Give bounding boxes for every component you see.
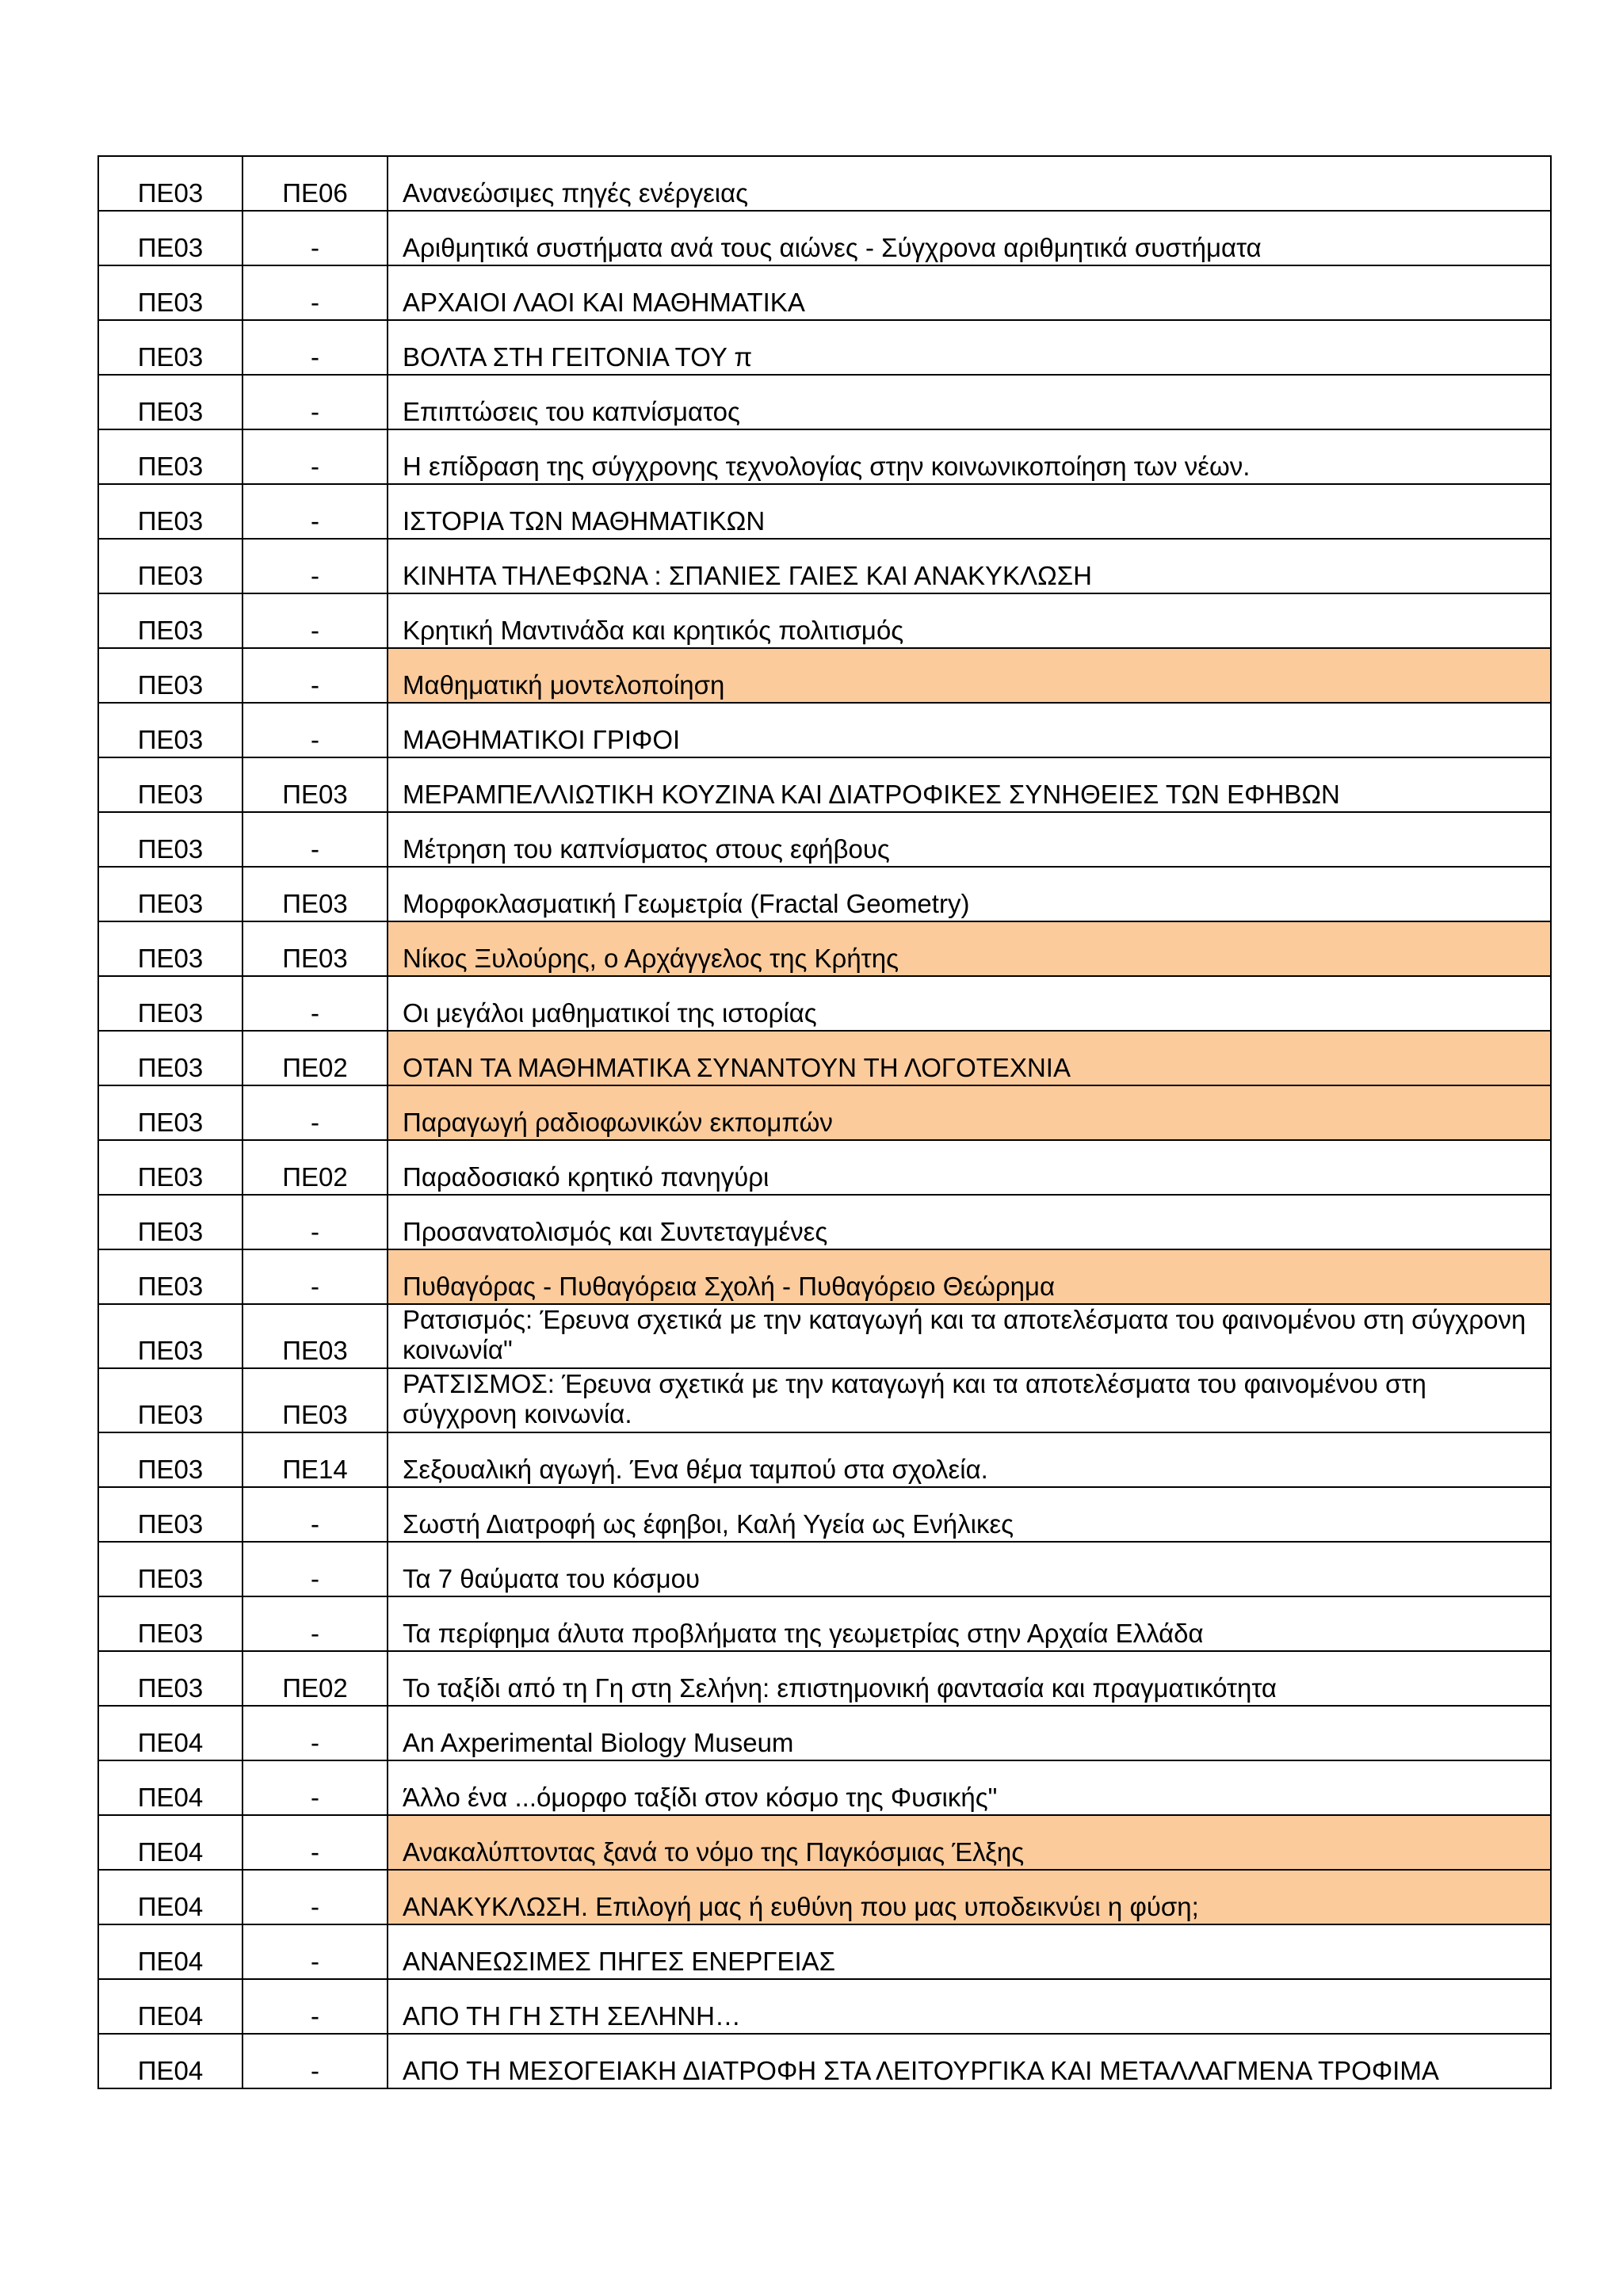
project-title-cell: Παραγωγή ραδιοφωνικών εκπομπών <box>388 1085 1551 1140</box>
subject-code-cell: ΠΕ03 <box>98 1432 242 1487</box>
table-row <box>98 320 1551 375</box>
table-row <box>98 1304 1551 1368</box>
secondary-code-cell: - <box>242 265 388 320</box>
subject-code-cell: ΠΕ03 <box>98 211 242 265</box>
subject-code-cell: ΠΕ03 <box>98 1368 242 1432</box>
secondary-code-cell: ΠΕ03 <box>242 1304 388 1368</box>
secondary-code-cell: - <box>242 812 388 867</box>
project-title-cell: Κρητική Μαντινάδα και κρητικός πολιτισμός <box>388 593 1551 648</box>
secondary-code-cell: - <box>242 1542 388 1596</box>
table-row <box>98 1760 1551 1815</box>
secondary-code-cell: - <box>242 484 388 539</box>
secondary-code-cell: - <box>242 703 388 757</box>
secondary-code-cell: - <box>242 593 388 648</box>
table-row <box>98 539 1551 593</box>
secondary-code-cell: - <box>242 1815 388 1870</box>
subject-code-cell: ΠΕ03 <box>98 1596 242 1651</box>
subject-code-cell: ΠΕ03 <box>98 1140 242 1195</box>
secondary-code-cell: - <box>242 1487 388 1542</box>
subject-code-cell: ΠΕ03 <box>98 1195 242 1249</box>
table-row <box>98 211 1551 265</box>
project-title-cell: ΚΙΝΗΤΑ ΤΗΛΕΦΩΝΑ : ΣΠΑΝΙΕΣ ΓΑΙΕΣ ΚΑΙ ΑΝΑΚΥΚΛΩΣΗ <box>388 539 1551 593</box>
table-row <box>98 1706 1551 1760</box>
project-title-cell: Μαθηματική μοντελοποίηση <box>388 648 1551 703</box>
table-row <box>98 1085 1551 1140</box>
project-title-cell: ΑΠΟ ΤΗ ΜΕΣΟΓΕΙΑΚΗ ΔΙΑΤΡΟΦΗ ΣΤΑ ΛΕΙΤΟΥΡΓΙΚΑ ΚΑΙ ΜΕΤΑΛΛΑΓΜΕΝΑ ΤΡΟΦΙΜΑ <box>388 2034 1551 2088</box>
project-title-cell: Προσανατολισμός και Συντεταγμένες <box>388 1195 1551 1249</box>
table-row <box>98 1432 1551 1487</box>
table-row <box>98 1487 1551 1542</box>
table-row <box>98 484 1551 539</box>
table-row <box>98 156 1551 211</box>
secondary-code-cell: - <box>242 1870 388 1924</box>
secondary-code-cell: - <box>242 1195 388 1249</box>
subject-code-cell: ΠΕ04 <box>98 1760 242 1815</box>
subject-code-cell: ΠΕ04 <box>98 1815 242 1870</box>
subject-code-cell: ΠΕ03 <box>98 1249 242 1304</box>
table-row <box>98 265 1551 320</box>
table-row <box>98 375 1551 429</box>
table-row <box>98 2034 1551 2088</box>
project-title-cell: Άλλο ένα ...όμορφο ταξίδι στον κόσμο της Φυσικής" <box>388 1760 1551 1815</box>
secondary-code-cell: - <box>242 1760 388 1815</box>
project-title-cell: Τα περίφημα άλυτα προβλήματα της γεωμετρίας στην Αρχαία Ελλάδα <box>388 1596 1551 1651</box>
table-row <box>98 1368 1551 1432</box>
project-title-cell: Ανακαλύπτοντας ξανά το νόμο της Παγκόσμιας Έλξης <box>388 1815 1551 1870</box>
secondary-code-cell: - <box>242 976 388 1031</box>
table-row <box>98 1031 1551 1085</box>
project-title-cell: ΙΣΤΟΡΙΑ ΤΩΝ ΜΑΘΗΜΑΤΙΚΩΝ <box>388 484 1551 539</box>
project-title-cell: ΑΡΧΑΙΟΙ ΛΑΟΙ ΚΑΙ ΜΑΘΗΜΑΤΙΚΑ <box>388 265 1551 320</box>
project-title-cell: ΡΑΤΣΙΣΜΟΣ: Έρευνα σχετικά με την καταγωγή και τα αποτελέσματα του φαινομένου στη σύγχρονη κοινωνία. <box>388 1368 1551 1432</box>
project-title-cell: ΑΝΑΚΥΚΛΩΣΗ. Επιλογή μας ή ευθύνη που μας υποδεικνύει η φύση; <box>388 1870 1551 1924</box>
secondary-code-cell: - <box>242 211 388 265</box>
project-title-cell: ΜΑΘΗΜΑΤΙΚΟΙ ΓΡΙΦΟΙ <box>388 703 1551 757</box>
secondary-code-cell: ΠΕ03 <box>242 921 388 976</box>
table-row <box>98 867 1551 921</box>
projects-table-body <box>98 156 1551 2088</box>
subject-code-cell: ΠΕ04 <box>98 2034 242 2088</box>
table-row <box>98 1249 1551 1304</box>
secondary-code-cell: ΠΕ02 <box>242 1651 388 1706</box>
subject-code-cell: ΠΕ04 <box>98 1870 242 1924</box>
project-title-cell: Ανανεώσιμες πηγές ενέργειας <box>388 156 1551 211</box>
subject-code-cell: ΠΕ03 <box>98 156 242 211</box>
secondary-code-cell: ΠΕ14 <box>242 1432 388 1487</box>
subject-code-cell: ΠΕ04 <box>98 1979 242 2034</box>
secondary-code-cell: - <box>242 2034 388 2088</box>
subject-code-cell: ΠΕ03 <box>98 1487 242 1542</box>
project-title-cell: Σωστή Διατροφή ως έφηβοι, Καλή Υγεία ως Ενήλικες <box>388 1487 1551 1542</box>
table-row <box>98 812 1551 867</box>
table-row <box>98 1140 1551 1195</box>
project-title-cell: Μέτρηση του καπνίσματος στους εφήβους <box>388 812 1551 867</box>
project-title-cell: ΜΕΡΑΜΠΕΛΛΙΩΤΙΚΗ ΚΟΥΖΙΝΑ ΚΑΙ ΔΙΑΤΡΟΦΙΚΕΣ ΣΥΝΗΘΕΙΕΣ ΤΩΝ ΕΦΗΒΩΝ <box>388 757 1551 812</box>
subject-code-cell: ΠΕ04 <box>98 1924 242 1979</box>
subject-code-cell: ΠΕ03 <box>98 703 242 757</box>
secondary-code-cell: ΠΕ02 <box>242 1031 388 1085</box>
subject-code-cell: ΠΕ03 <box>98 539 242 593</box>
secondary-code-cell: - <box>242 320 388 375</box>
subject-code-cell: ΠΕ03 <box>98 757 242 812</box>
subject-code-cell: ΠΕ03 <box>98 1085 242 1140</box>
subject-code-cell: ΠΕ03 <box>98 648 242 703</box>
project-title-cell: Ρατσισμός: Έρευνα σχετικά με την καταγωγή και τα αποτελέσματα του φαινομένου στη σύγχρονη κοινωνία" <box>388 1304 1551 1368</box>
secondary-code-cell: - <box>242 1249 388 1304</box>
project-title-cell: ΒΟΛΤΑ ΣΤΗ ΓΕΙΤΟΝΙΑ ΤΟΥ π <box>388 320 1551 375</box>
secondary-code-cell: - <box>242 1596 388 1651</box>
table-row <box>98 1651 1551 1706</box>
subject-code-cell: ΠΕ03 <box>98 976 242 1031</box>
secondary-code-cell: - <box>242 375 388 429</box>
subject-code-cell: ΠΕ03 <box>98 484 242 539</box>
subject-code-cell: ΠΕ03 <box>98 1031 242 1085</box>
secondary-code-cell: - <box>242 1924 388 1979</box>
table-row <box>98 1596 1551 1651</box>
project-title-cell: Τα 7 θαύματα του κόσμου <box>388 1542 1551 1596</box>
subject-code-cell: ΠΕ03 <box>98 429 242 484</box>
table-row <box>98 976 1551 1031</box>
project-title-cell: Αριθμητικά συστήματα ανά τους αιώνες - Σύγχρονα αριθμητικά συστήματα <box>388 211 1551 265</box>
project-title-cell: An Axperimental Biology Museum <box>388 1706 1551 1760</box>
project-title-cell: Νίκος Ξυλούρης, ο Αρχάγγελος της Κρήτης <box>388 921 1551 976</box>
secondary-code-cell: - <box>242 539 388 593</box>
table-row <box>98 921 1551 976</box>
table-row <box>98 1542 1551 1596</box>
table-row <box>98 1979 1551 2034</box>
table-row <box>98 757 1551 812</box>
secondary-code-cell: ΠΕ03 <box>242 867 388 921</box>
projects-table <box>97 155 1552 2089</box>
table-row <box>98 1815 1551 1870</box>
subject-code-cell: ΠΕ03 <box>98 375 242 429</box>
project-title-cell: Επιπτώσεις του καπνίσματος <box>388 375 1551 429</box>
project-title-cell: Το ταξίδι από τη Γη στη Σελήνη: επιστημονική φαντασία και πραγματικότητα <box>388 1651 1551 1706</box>
subject-code-cell: ΠΕ03 <box>98 867 242 921</box>
project-title-cell: ΑΝΑΝΕΩΣΙΜΕΣ ΠΗΓΕΣ ΕΝΕΡΓΕΙΑΣ <box>388 1924 1551 1979</box>
project-title-cell: ΑΠΟ ΤΗ ΓΗ ΣΤΗ ΣΕΛΗΝΗ… <box>388 1979 1551 2034</box>
secondary-code-cell: - <box>242 429 388 484</box>
project-title-cell: Παραδοσιακό κρητικό πανηγύρι <box>388 1140 1551 1195</box>
table-row <box>98 593 1551 648</box>
secondary-code-cell: - <box>242 1085 388 1140</box>
secondary-code-cell: - <box>242 1706 388 1760</box>
secondary-code-cell: ΠΕ02 <box>242 1140 388 1195</box>
project-title-cell: ΟΤΑΝ ΤΑ ΜΑΘΗΜΑΤΙΚΑ ΣΥΝΑΝΤΟΥΝ ΤΗ ΛΟΓΟΤΕΧΝΙΑ <box>388 1031 1551 1085</box>
project-title-cell: Σεξουαλική αγωγή. Ένα θέμα ταμπού στα σχολεία. <box>388 1432 1551 1487</box>
subject-code-cell: ΠΕ04 <box>98 1706 242 1760</box>
table-row <box>98 648 1551 703</box>
secondary-code-cell: ΠΕ03 <box>242 757 388 812</box>
table-row <box>98 429 1551 484</box>
project-title-cell: Μορφοκλασματική Γεωμετρία (Fractal Geometry) <box>388 867 1551 921</box>
project-title-cell: Πυθαγόρας - Πυθαγόρεια Σχολή - Πυθαγόρειο Θεώρημα <box>388 1249 1551 1304</box>
table-row <box>98 1924 1551 1979</box>
subject-code-cell: ΠΕ03 <box>98 593 242 648</box>
subject-code-cell: ΠΕ03 <box>98 921 242 976</box>
secondary-code-cell: - <box>242 648 388 703</box>
table-row <box>98 1195 1551 1249</box>
secondary-code-cell: - <box>242 1979 388 2034</box>
project-title-cell: Η επίδραση της σύγχρονης τεχνολογίας στην κοινωνικοποίηση των νέων. <box>388 429 1551 484</box>
table-row <box>98 703 1551 757</box>
secondary-code-cell: ΠΕ06 <box>242 156 388 211</box>
subject-code-cell: ΠΕ03 <box>98 265 242 320</box>
subject-code-cell: ΠΕ03 <box>98 1542 242 1596</box>
subject-code-cell: ΠΕ03 <box>98 1651 242 1706</box>
subject-code-cell: ΠΕ03 <box>98 1304 242 1368</box>
secondary-code-cell: ΠΕ03 <box>242 1368 388 1432</box>
subject-code-cell: ΠΕ03 <box>98 320 242 375</box>
project-title-cell: Οι μεγάλοι μαθηματικοί της ιστορίας <box>388 976 1551 1031</box>
subject-code-cell: ΠΕ03 <box>98 812 242 867</box>
table-row <box>98 1870 1551 1924</box>
